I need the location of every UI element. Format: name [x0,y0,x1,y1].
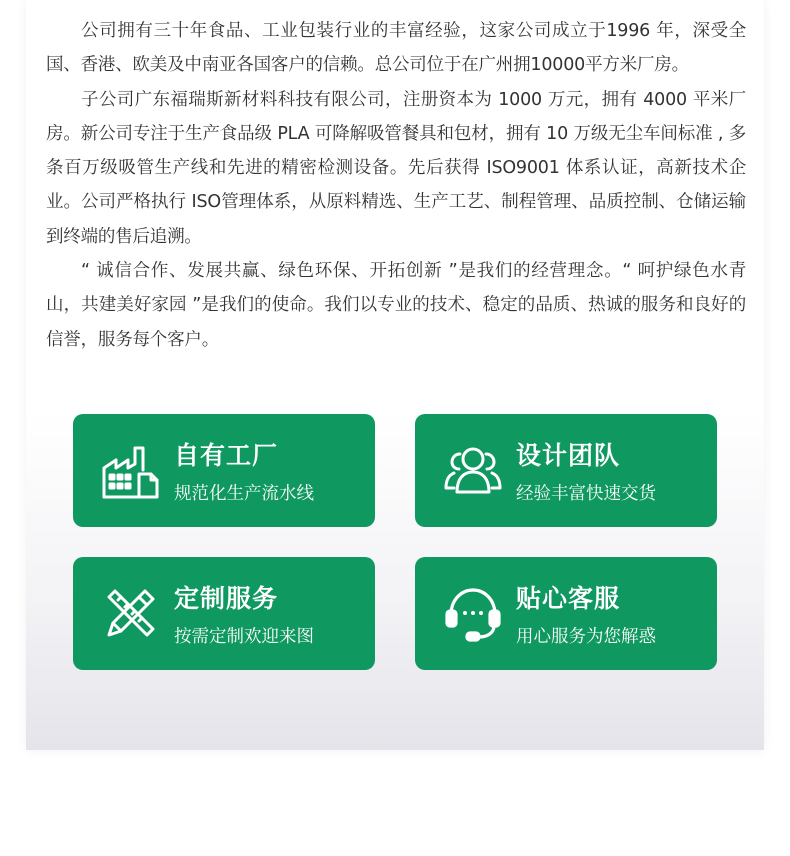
intro-paragraph: “ 诚信合作、发展共赢、绿色环保、开拓创新 ”是我们的经营理念。“ 呵护绿色水青山，共建美好家园 ”是我们的使命。我们以专业的技术、稳定的品质、热诚的服务和良好的信誉，服务每个客户。 [46,261,746,350]
factory-icon [101,442,161,500]
card-subtitle: 经验丰富快速交货 [516,484,656,504]
card-subtitle: 规范化生产流水线 [174,484,314,504]
feature-card-custom-service [73,557,375,670]
team-icon [443,442,503,500]
card-subtitle: 用心服务为您解惑 [516,627,656,647]
card-title: 定制服务 [174,584,279,613]
feature-card-design-team [415,414,717,527]
card-title: 贴心客服 [516,584,621,613]
headset-icon [443,585,503,643]
feature-card-own-factory [73,414,375,527]
company-intro [46,14,746,357]
intro-paragraph: 子公司广东福瑞斯新材料科技有限公司，注册资本为 1000 万元，拥有 4000 平米厂房。新公司专注于生产食品级 PLA 可降解吸管餐具和包材，拥有 10 万级无尘车间标准 , 多条百万级吸管生产线和先进的精密检测设备。先后获得 ISO9001 体系认证，高新技术企业。公司严格执行 ISO管理体系，从原料精选、生产工艺、制程管理、品质控制、仓储运输到终端的售后追溯。 [46,89,746,247]
pencil-ruler-icon [101,585,161,643]
card-title: 自有工厂 [174,441,279,470]
card-title: 设计团队 [516,441,621,470]
intro-paragraph: 公司拥有三十年食品、工业包装行业的丰富经验，这家公司成立于1996 年，深受全国、香港、欧美及中南亚各国客户的信赖。总公司位于在广州拥10000平方米厂房。 [46,21,746,76]
feature-card-customer-service [415,557,717,670]
card-subtitle: 按需定制欢迎来图 [174,627,314,647]
